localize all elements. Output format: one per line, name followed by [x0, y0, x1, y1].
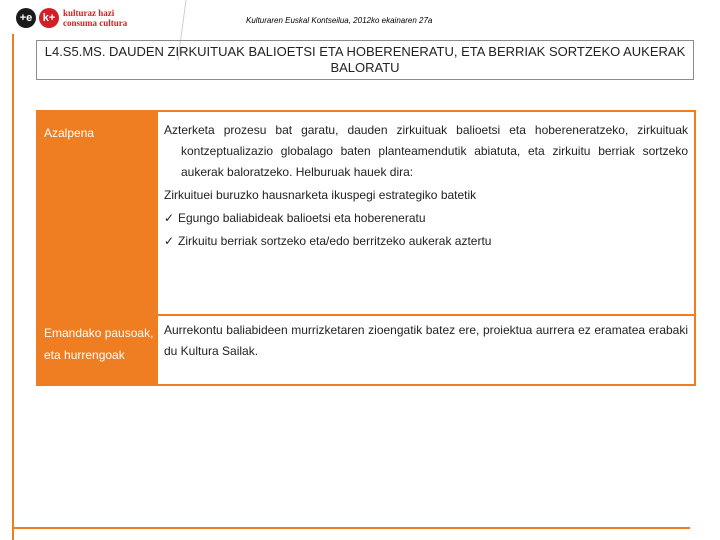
table-row-steps [38, 316, 694, 384]
logo-text [63, 8, 127, 28]
row-label: Azalpena [38, 112, 158, 314]
description-paragraph: Azterketa prozesu bat garatu, dauden zirkuituak balioetsi eta hobereneratzeko, zirkuituak kontzeptualizazio globalago baten planteamendutik abiatuta, eta zirkuitu berriak sortzeko aukerak baloratzeko. Helburuak hauek dira: [164, 123, 688, 179]
description-subline: Zirkuituei buruzko hausnarketa ikuspegi estrategiko batetik [164, 188, 477, 202]
steps-paragraph: Aurrekontu baliabideen murrizketaren zioengatik batez ere, proiektua aurrera ez eramatea erabaki du Kultura Sailak. [164, 323, 688, 358]
info-table [36, 110, 696, 386]
check-item-text: Egungo baliabideak balioetsi eta hobereneratu [178, 211, 426, 225]
header-date: Kulturaren Euskal Kontseilua, 2012ko ekainaren 27a [246, 16, 433, 25]
logo-line-1: kulturaz hazi [63, 8, 115, 18]
logo-line-2: consuma cultura [63, 18, 128, 28]
left-accent-line [12, 34, 14, 540]
logo-k-mark: k+ [39, 8, 59, 28]
bottom-accent-line [12, 527, 690, 529]
slide-title [36, 40, 694, 80]
checkmark-icon: ✓ [164, 211, 175, 225]
checkmark-icon: ✓ [164, 234, 175, 248]
check-item [164, 231, 688, 252]
row-body [164, 316, 688, 362]
row-body [164, 112, 688, 252]
logo-e-mark: +e [16, 8, 36, 28]
row-label: Emandako pausoak, eta hurrengoak [38, 316, 158, 384]
logo [16, 8, 127, 28]
table-row-description [38, 112, 694, 316]
slide-title-text: L4.S5.MS. DAUDEN ZIRKUITUAK BALIOETSI ETA HOBERENERATU, ETA BERRIAK SORTZEKO AUKERAK BALORATU [44, 44, 686, 75]
check-item [164, 208, 688, 229]
check-item-text: Zirkuitu berriak sortzeko eta/edo berritzeko aukerak aztertu [178, 234, 492, 248]
